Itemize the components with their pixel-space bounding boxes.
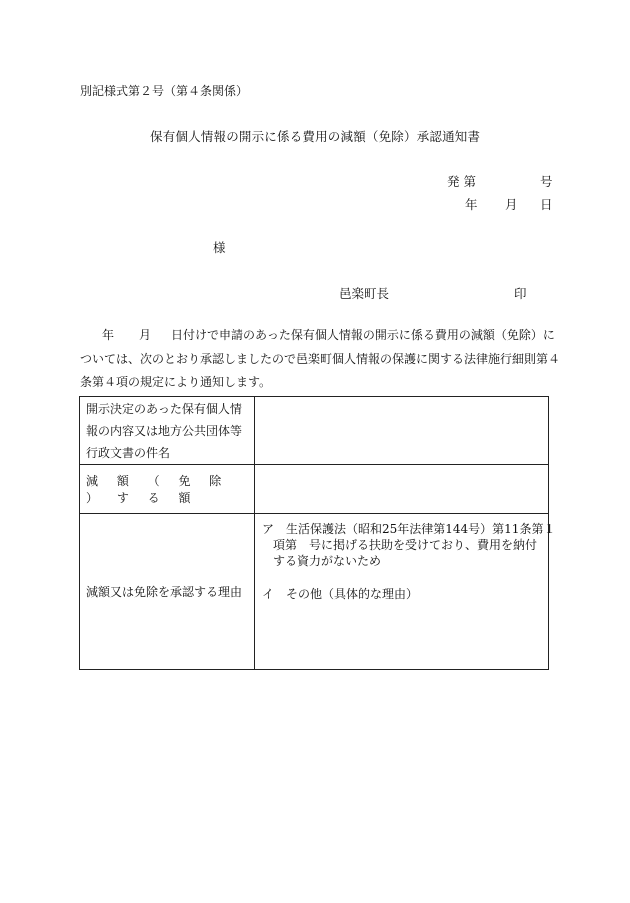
form-label: 別記様式第２号（第４条関係） [80,84,249,98]
target-document-value [255,397,549,465]
document-title: 保有個人情報の開示に係る費用の減額（免除）承認通知書 [150,129,481,144]
body-paragraph [80,324,561,395]
info-table [79,396,556,670]
table-row-target-document [80,397,549,465]
issue-date-month: 月 [505,197,518,212]
seal-mark: 印 [514,286,527,301]
sender-name: 邑楽町長 [339,286,390,301]
addressee-honorific: 様 [213,240,226,255]
table-row-approval-reason [80,514,549,670]
table-row-reduced-amount [80,465,549,514]
reduced-amount-label: 減 額 （ 免 除 ） す る 額 [80,465,255,514]
target-document-label-line: 報の内容又は地方公共団体等 [86,423,243,438]
body-line-3: 条第４項の規定により通知します。 [80,375,272,389]
target-document-label-line: 行政文書の件名 [86,445,171,460]
issue-number-suffix: 号 [540,174,553,189]
reason-option-a [262,521,556,569]
approval-reason-value [255,514,556,670]
reason-option-a-line: 項第 号に掲げる扶助を受けており、費用を納付 [273,538,538,552]
reason-option-a-line: ア 生活保護法（昭和25年法律第144号）第11条第１ [262,522,556,536]
body-line-1-text: 日付けで申請のあった保有個人情報の開示に係る費用の減額（免除）に [171,328,555,342]
issue-date-year: 年 [465,197,478,212]
reduced-amount-value [255,465,549,514]
reason-option-a-line: する資力がないため [273,554,382,568]
target-document-label-line: 開示決定のあった保有個人情 [86,401,242,416]
target-document-label [80,397,255,465]
body-line-2: ついては、次のとおり承認しましたので邑楽町個人情報の保護に関する法律施行細則第４ [80,351,561,366]
reason-option-b: イ その他（具体的な理由） [262,587,419,601]
issue-number-prefix: 発 第 [447,174,476,189]
body-month: 月 [139,328,152,342]
approval-reason-label: 減額又は免除を承認する理由 [80,514,255,670]
body-year: 年 [102,328,115,342]
issue-date-day: 日 [540,197,553,212]
body-line-1 [80,324,555,348]
